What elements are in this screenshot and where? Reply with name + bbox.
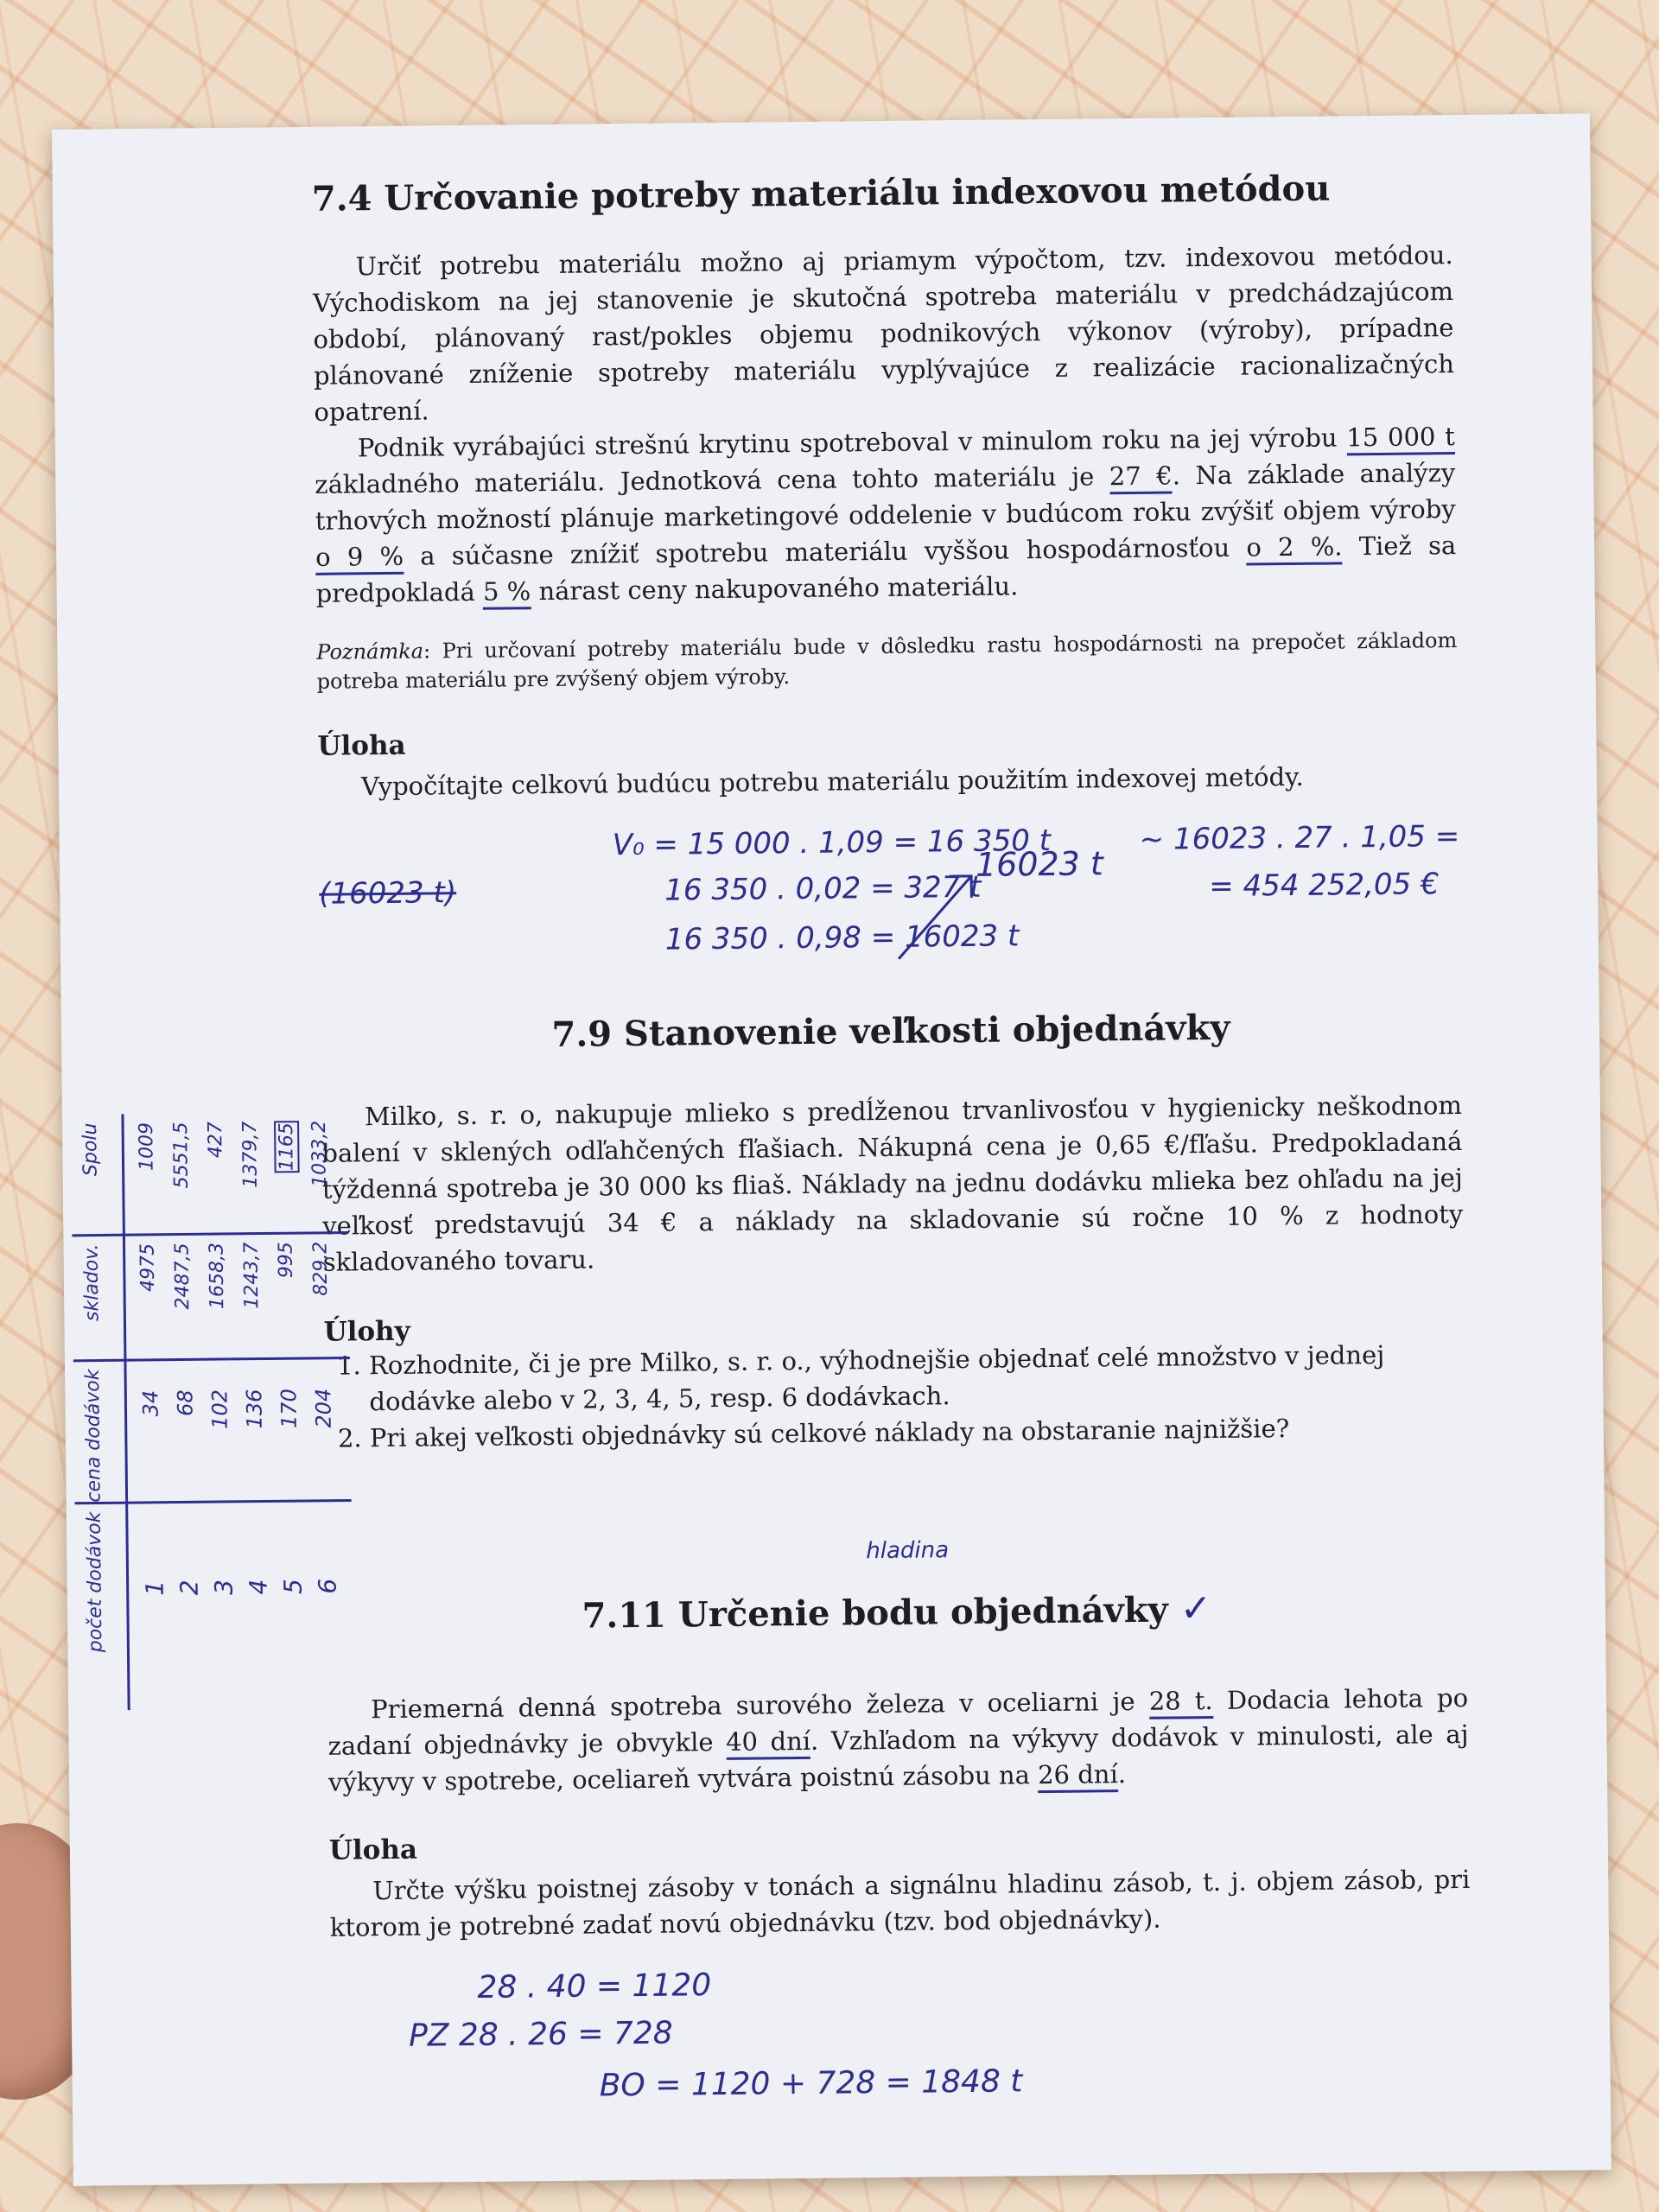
hw-count-3: 3: [209, 1579, 238, 1596]
underline-40dni: 40 dní: [726, 1726, 810, 1760]
section-7-4-title: 7.4 Určovanie potreby materiálu indexovou metódou: [311, 168, 1331, 219]
hw-sklad-4: 1243,7: [240, 1242, 264, 1309]
underline-26dni: 26 dní: [1038, 1759, 1118, 1793]
hw-count-5: 5: [278, 1578, 308, 1595]
checkmark-icon: ✓: [1179, 1586, 1212, 1631]
underline-28t: 28 t.: [1149, 1686, 1213, 1719]
hw-count-2: 2: [175, 1580, 204, 1596]
section-7-9-text: Milko, s. r. o, nakupuje mlieko s predĺženou trvanlivosťou v hygienicky neškodnom balení v sklených odľahčených fľašiach. Nákupná cena je 0,65 €/fľašu. Predpokladaná týždenná spotreba je 30 000 ks fliaš. Náklady na jednu dodávku mlieka bez ohľadu na jej veľkosť predstavujú 34 € a náklady na skladovanie sú ročne 10 % z hodnoty skladovaného tovaru.: [321, 1090, 1464, 1277]
hw-711-calc-3: BO = 1120 + 728 = 1848 t: [599, 2063, 1023, 2104]
hw-spolu-5: 1165: [274, 1121, 300, 1173]
underline-2pct: o 2 %.: [1246, 531, 1343, 565]
hw-cena-5: 170: [276, 1389, 302, 1429]
section-7-4-note: Poznámka: Pri určovaní potreby materiálu bude v dôsledku rastu hospodárnosti na prepočet základom potreba materiálu pre zvýšený objem výroby.: [316, 628, 1458, 694]
hw-spolu-1: 1009: [136, 1122, 158, 1172]
hw-sklad-1: 4975: [137, 1243, 160, 1293]
hw-count-1: 1: [140, 1580, 169, 1596]
section-7-9-tasks-heading: Úlohy: [323, 1315, 410, 1348]
section-7-11-title: 7.11 Určenie bodu objednávky ✓: [582, 1586, 1212, 1637]
hw-spolu-4: 1379,7: [239, 1121, 262, 1188]
hw-cena-2: 68: [173, 1389, 198, 1417]
hw-cena-6: 204: [311, 1388, 336, 1428]
task-item-2: 2. Pri akej veľkosti objednávky sú celkové náklady na obstaranie najnižšie?: [370, 1408, 1465, 1456]
hw-header-cena: cena dodávok: [82, 1369, 105, 1503]
underline-27: 27 €: [1109, 461, 1173, 494]
hw-calc-2: 16 350 . 0,02 = 327 t: [664, 869, 982, 908]
section-7-4-task-heading: Úloha: [317, 729, 406, 762]
hw-711-calc-1: 28 . 40 = 1120: [477, 1967, 712, 2005]
hw-cena-3: 102: [207, 1389, 232, 1430]
section-7-4-task: Vypočítajte celkovú budúcu potrebu materiálu použitím indexovej metódy.: [360, 761, 1304, 802]
section-7-4: [312, 167, 1459, 805]
section-7-11-task-heading: Úloha: [328, 1834, 418, 1866]
hw-sklad-2: 2487,5: [171, 1243, 194, 1310]
section-7-11-task: Určte výšku poistnej zásoby v tonách a signálnu hladinu zásob, t. j. objem zásob, pri ktorom je potrebné zadať novú objednávku (tzv. bod objednávky).: [329, 1864, 1471, 1942]
hw-header-sklad: skladov.: [80, 1243, 104, 1322]
hw-calc-total: = 454 252,05 €: [1209, 867, 1440, 905]
section-7-4-problem: Podnik vyrábajúci strešnú krytinu spotreboval v minulom roku na jej výrobu 15 000 t základného materiálu. Jednotková cena tohto materiálu je 27 €. Na základe analýzy trhových možností plánuje marketingové oddelenie v budúcom roku zvýšiť objem výroby o 9 % a súčasne znížiť spotrebu materiálu vyššou hospodárnosťou o 2 %. Tiež sa predpokladá 5 % nárast ceny nakupovaného materiálu.: [315, 422, 1457, 608]
hw-cost-table: [62, 1111, 362, 1719]
hw-margin-note: hladina: [866, 1537, 950, 1565]
hw-calc-result: 16023 t: [975, 844, 1104, 884]
hw-sklad-5: 995: [275, 1242, 297, 1279]
hw-count-6: 6: [313, 1578, 342, 1594]
section-7-9-title: 7.9 Stanovenie veľkosti objednávky: [551, 1007, 1230, 1055]
section-7-11-text: Priemerná denná spotreba surového železa v oceliarni je 28 t. Dodacia lehota po zadaní objednávky je obvykle 40 dní. Vzhľadom na výkyvy dodávok v minulosti, ale aj výkyvy v spotrebe, oceliareň vytvára poistnú zásobu na 26 dní.: [327, 1682, 1469, 1797]
hw-cena-1: 34: [138, 1389, 163, 1417]
hw-spolu-3: 427: [205, 1121, 227, 1159]
hw-crossed-out: (16023 t): [319, 875, 457, 912]
hw-711-calc-2: PZ 28 . 26 = 728: [408, 2015, 673, 2054]
hw-sklad-3: 1658,3: [206, 1242, 229, 1310]
section-7-4-intro: Určiť potrebu materiálu možno aj priamym výpočtom, tzv. indexovou metódou. Východiskom na jej stanovenie je skutočná spotreba materiálu v predchádzajúcom období, plánovaný rast/pokles objemu podnikových výkonov (výroby), prípadne plánované zníženie spotreby materiálu vyplývajúce z realizácie racionalizačných opatrení.: [312, 240, 1455, 427]
hw-header-spolu: Spolu: [79, 1122, 102, 1177]
underline-5pct: 5 %: [483, 576, 531, 610]
hw-cena-4: 136: [242, 1389, 267, 1429]
hw-calc-3: 16 350 . 0,98 = 16023 t: [664, 918, 1020, 957]
hw-sklad-6: 829,2: [309, 1241, 333, 1296]
section-7-9-task-list: [324, 1336, 1465, 1457]
hw-calc-1: V₀ = 15 000 . 1,09 = 16 350 t: [612, 823, 1052, 863]
hw-arrow-icon: [889, 863, 985, 968]
section-7-11: [327, 1584, 1471, 1946]
task-item-1: 1. Rozhodnite, či je pre Milko, s. r. o., výhodnejšie objednať celé množstvo v jednej dodávke alebo v 2, 3, 4, 5, resp. 6 dodávkach.: [369, 1336, 1465, 1420]
section-7-9: [321, 1005, 1465, 1457]
hw-calc-price: ~ 16023 . 27 . 1,05 =: [1139, 818, 1460, 857]
hw-count-4: 4: [244, 1579, 273, 1595]
worksheet-page: [52, 113, 1611, 2186]
underline-9pct: o 9 %: [315, 542, 404, 575]
hw-spolu-2: 5551,5: [170, 1122, 193, 1189]
hw-spolu-6: 1033,2: [308, 1120, 331, 1187]
hw-header-pocet: počet dodávok: [83, 1511, 107, 1653]
underline-15000: 15 000 t: [1346, 422, 1455, 455]
